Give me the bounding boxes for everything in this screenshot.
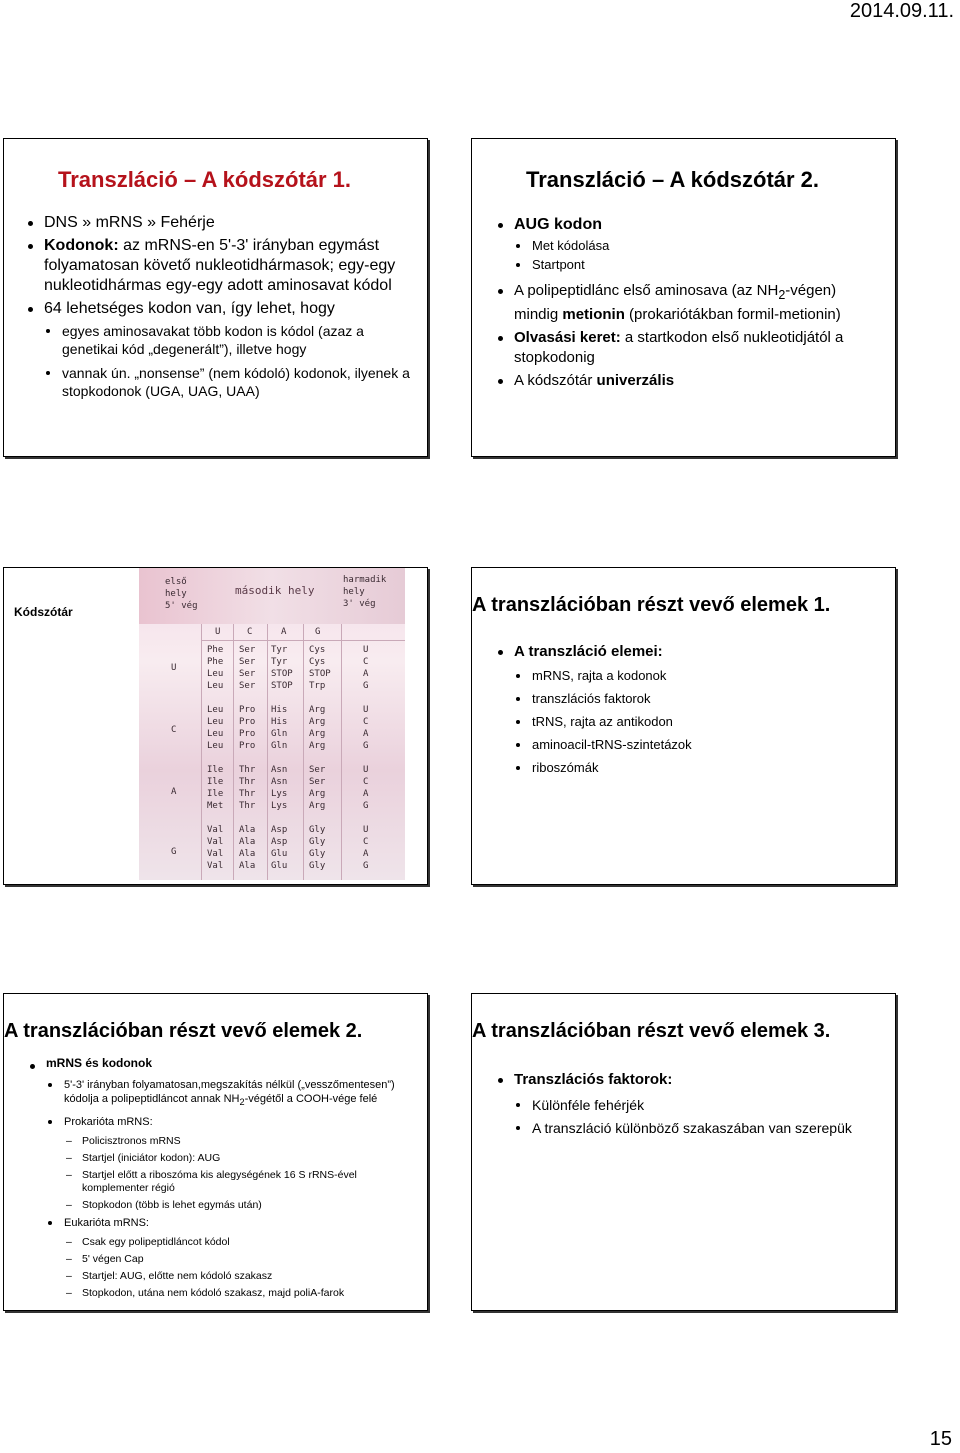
sub-bullet-item (48, 1078, 420, 1109)
bullet-list (28, 213, 418, 403)
bullet-bold: Kodonok: (44, 237, 119, 254)
third-base-column: U C A G U C A G U C A G U C A G (363, 645, 369, 871)
first-position-label: első hely 5' vég (165, 577, 198, 611)
bullet-text: -végétől a COOH-vége felé (244, 1093, 378, 1105)
slide-title: Transzláció – A kódszótár 2. (526, 167, 820, 192)
codon-column-g: Cys Cys STOP Trp Arg Arg Arg Arg Ser Ser Arg Arg Gly Gly Gly Gly (309, 645, 331, 871)
dash-item: – Startjel előtt a riboszóma kis alegységének 16 S rRNS-ével komplementer régió (66, 1169, 420, 1195)
bullet-list (30, 1056, 420, 1304)
bullet-item (498, 371, 883, 391)
dash-item: – Startjel: AUG, előtte nem kódoló szakasz (66, 1270, 420, 1283)
sub-bullet-item: tRNS, rajta az antikodon (516, 714, 883, 730)
slide-title: A transzlációban részt vevő elemek 3. (472, 1020, 831, 1042)
sub-bullet-item: Startpont (516, 257, 883, 273)
bullet-text: -végen) mindig (514, 282, 837, 323)
sub-bullet-item: Eukarióta mRNS: (48, 1216, 420, 1230)
bullet-item (498, 1070, 888, 1090)
slide-4 (471, 567, 896, 885)
bullet-item: 64 lehetséges kodon van, így lehet, hogy (28, 299, 418, 319)
second-base-c: C (247, 627, 253, 637)
page-number: 15 (929, 1428, 952, 1450)
dash-item: – Stopkodon, utána nem kódoló szakasz, majd poliA-farok (66, 1287, 420, 1300)
slide-3 (3, 567, 428, 885)
codon-table-image (139, 568, 405, 880)
first-base-u: U (171, 663, 177, 673)
slide-1 (3, 138, 428, 457)
bullet-item: DNS » mRNS » Fehérje (28, 213, 418, 233)
bullet-text: az mRNS-en 5'-3' irányban egymást folyamatosan követő nukleotidhármasok; egy-egy nukleotidhármas egy-egy adott aminosavat kódol (44, 237, 396, 294)
sub-bullet-item: aminoacil-tRNS-szintetázok (516, 737, 883, 753)
bullet-bold: AUG kodon (514, 216, 602, 233)
slide-title: Kódszótár (14, 605, 73, 619)
sub-bullet-item: Prokarióta mRNS: (48, 1115, 420, 1129)
bullet-item (498, 642, 883, 662)
bullet-list (498, 642, 883, 779)
table-divider (341, 624, 342, 880)
bullet-text: A kódszótár (514, 372, 597, 389)
bullet-bold: A transzláció elemei: (514, 643, 663, 660)
bullet-bold: univerzális (596, 372, 675, 389)
slide-5 (3, 993, 428, 1311)
bullet-bold: Transzlációs faktorok: (514, 1071, 673, 1088)
sub-bullet-item: vannak ún. „nonsense” (nem kódoló) kodonok, ilyenek a stopkodonok (UGA, UAG, UAA) (46, 364, 418, 400)
codon-column-a: Tyr Tyr STOP STOP His His Gln Gln Asn Asn Lys Lys Asp Asp Glu Glu (271, 645, 293, 871)
subscript: 2 (778, 288, 786, 302)
sub-bullet-item: Különféle fehérjék (516, 1096, 888, 1114)
bullet-text: 5'-3' irányban folyamatosan,megszakítás nélkül („vesszőmentesen”) kódolja a polipeptidláncot annak NH (64, 1079, 395, 1105)
dash-item: – Policisztronos mRNS (66, 1135, 420, 1148)
table-divider (303, 624, 304, 880)
second-base-u: U (215, 627, 221, 637)
bullet-bold: mRNS és kodonok (46, 1056, 153, 1070)
codon-column-u: Phe Phe Leu Leu Leu Leu Leu Leu Ile Ile Ile Met Val Val Val Val (207, 645, 224, 871)
bullet-bold: metionin (562, 306, 625, 323)
date-header: 2014.09.11. (849, 0, 954, 22)
bullet-item (30, 1056, 420, 1071)
bullet-item (498, 215, 883, 235)
slide-title: A transzlációban részt vevő elemek 1. (472, 594, 831, 616)
bullet-item (498, 328, 883, 368)
bullet-text: A polipeptidlánc első aminosava (az NH (514, 282, 779, 299)
third-position-label: harmadik hely 3' vég (343, 575, 387, 609)
dash-item: – Stopkodon (több is lehet egymás után) (66, 1199, 420, 1212)
first-base-c: C (171, 725, 177, 735)
codon-column-c: Ser Ser Ser Ser Pro Pro Pro Pro Thr Thr Thr Thr Ala Ala Ala Ala (239, 645, 256, 871)
table-divider (201, 624, 202, 880)
sub-bullet-item: egyes aminosavakat több kodon is kódol (azaz a genetikai kód „degenerált”), illetve hogy (46, 322, 418, 358)
bullet-item (28, 236, 418, 296)
sub-bullet-item: mRNS, rajta a kodonok (516, 668, 883, 684)
bullet-item (498, 281, 883, 325)
bullet-list (498, 215, 883, 394)
first-base-g: G (171, 847, 177, 857)
second-position-label: második hely (235, 584, 315, 597)
bullet-text: (prokariótákban formil-metionin) (624, 306, 841, 323)
table-divider (267, 624, 268, 880)
sub-bullet-item: transzlációs faktorok (516, 691, 883, 707)
sub-bullet-item: riboszómák (516, 760, 883, 776)
bullet-list (498, 1070, 888, 1140)
slide-title: Transzláció – A kódszótár 1. (58, 167, 352, 192)
slide-6 (471, 993, 896, 1311)
bullet-text: a startkodon első nukleotidjától a stopkodonig (514, 329, 844, 366)
dash-item: – Startjel (iniciátor kodon): AUG (66, 1152, 420, 1165)
subscript: 2 (239, 1097, 245, 1108)
sub-bullet-item: A transzláció különböző szakaszában van szerepük (516, 1119, 888, 1137)
table-divider (233, 624, 234, 880)
sub-bullet-item: Met kódolása (516, 238, 883, 254)
slide-title: A transzlációban részt vevő elemek 2. (4, 1020, 363, 1042)
second-base-a: A (281, 627, 287, 637)
second-base-g: G (315, 627, 321, 637)
first-base-a: A (171, 787, 177, 797)
dash-item: – 5' végen Cap (66, 1253, 420, 1266)
bullet-bold: Olvasási keret: (514, 329, 621, 346)
dash-item: – Csak egy polipeptidláncot kódol (66, 1236, 420, 1249)
slide-2 (471, 138, 896, 457)
